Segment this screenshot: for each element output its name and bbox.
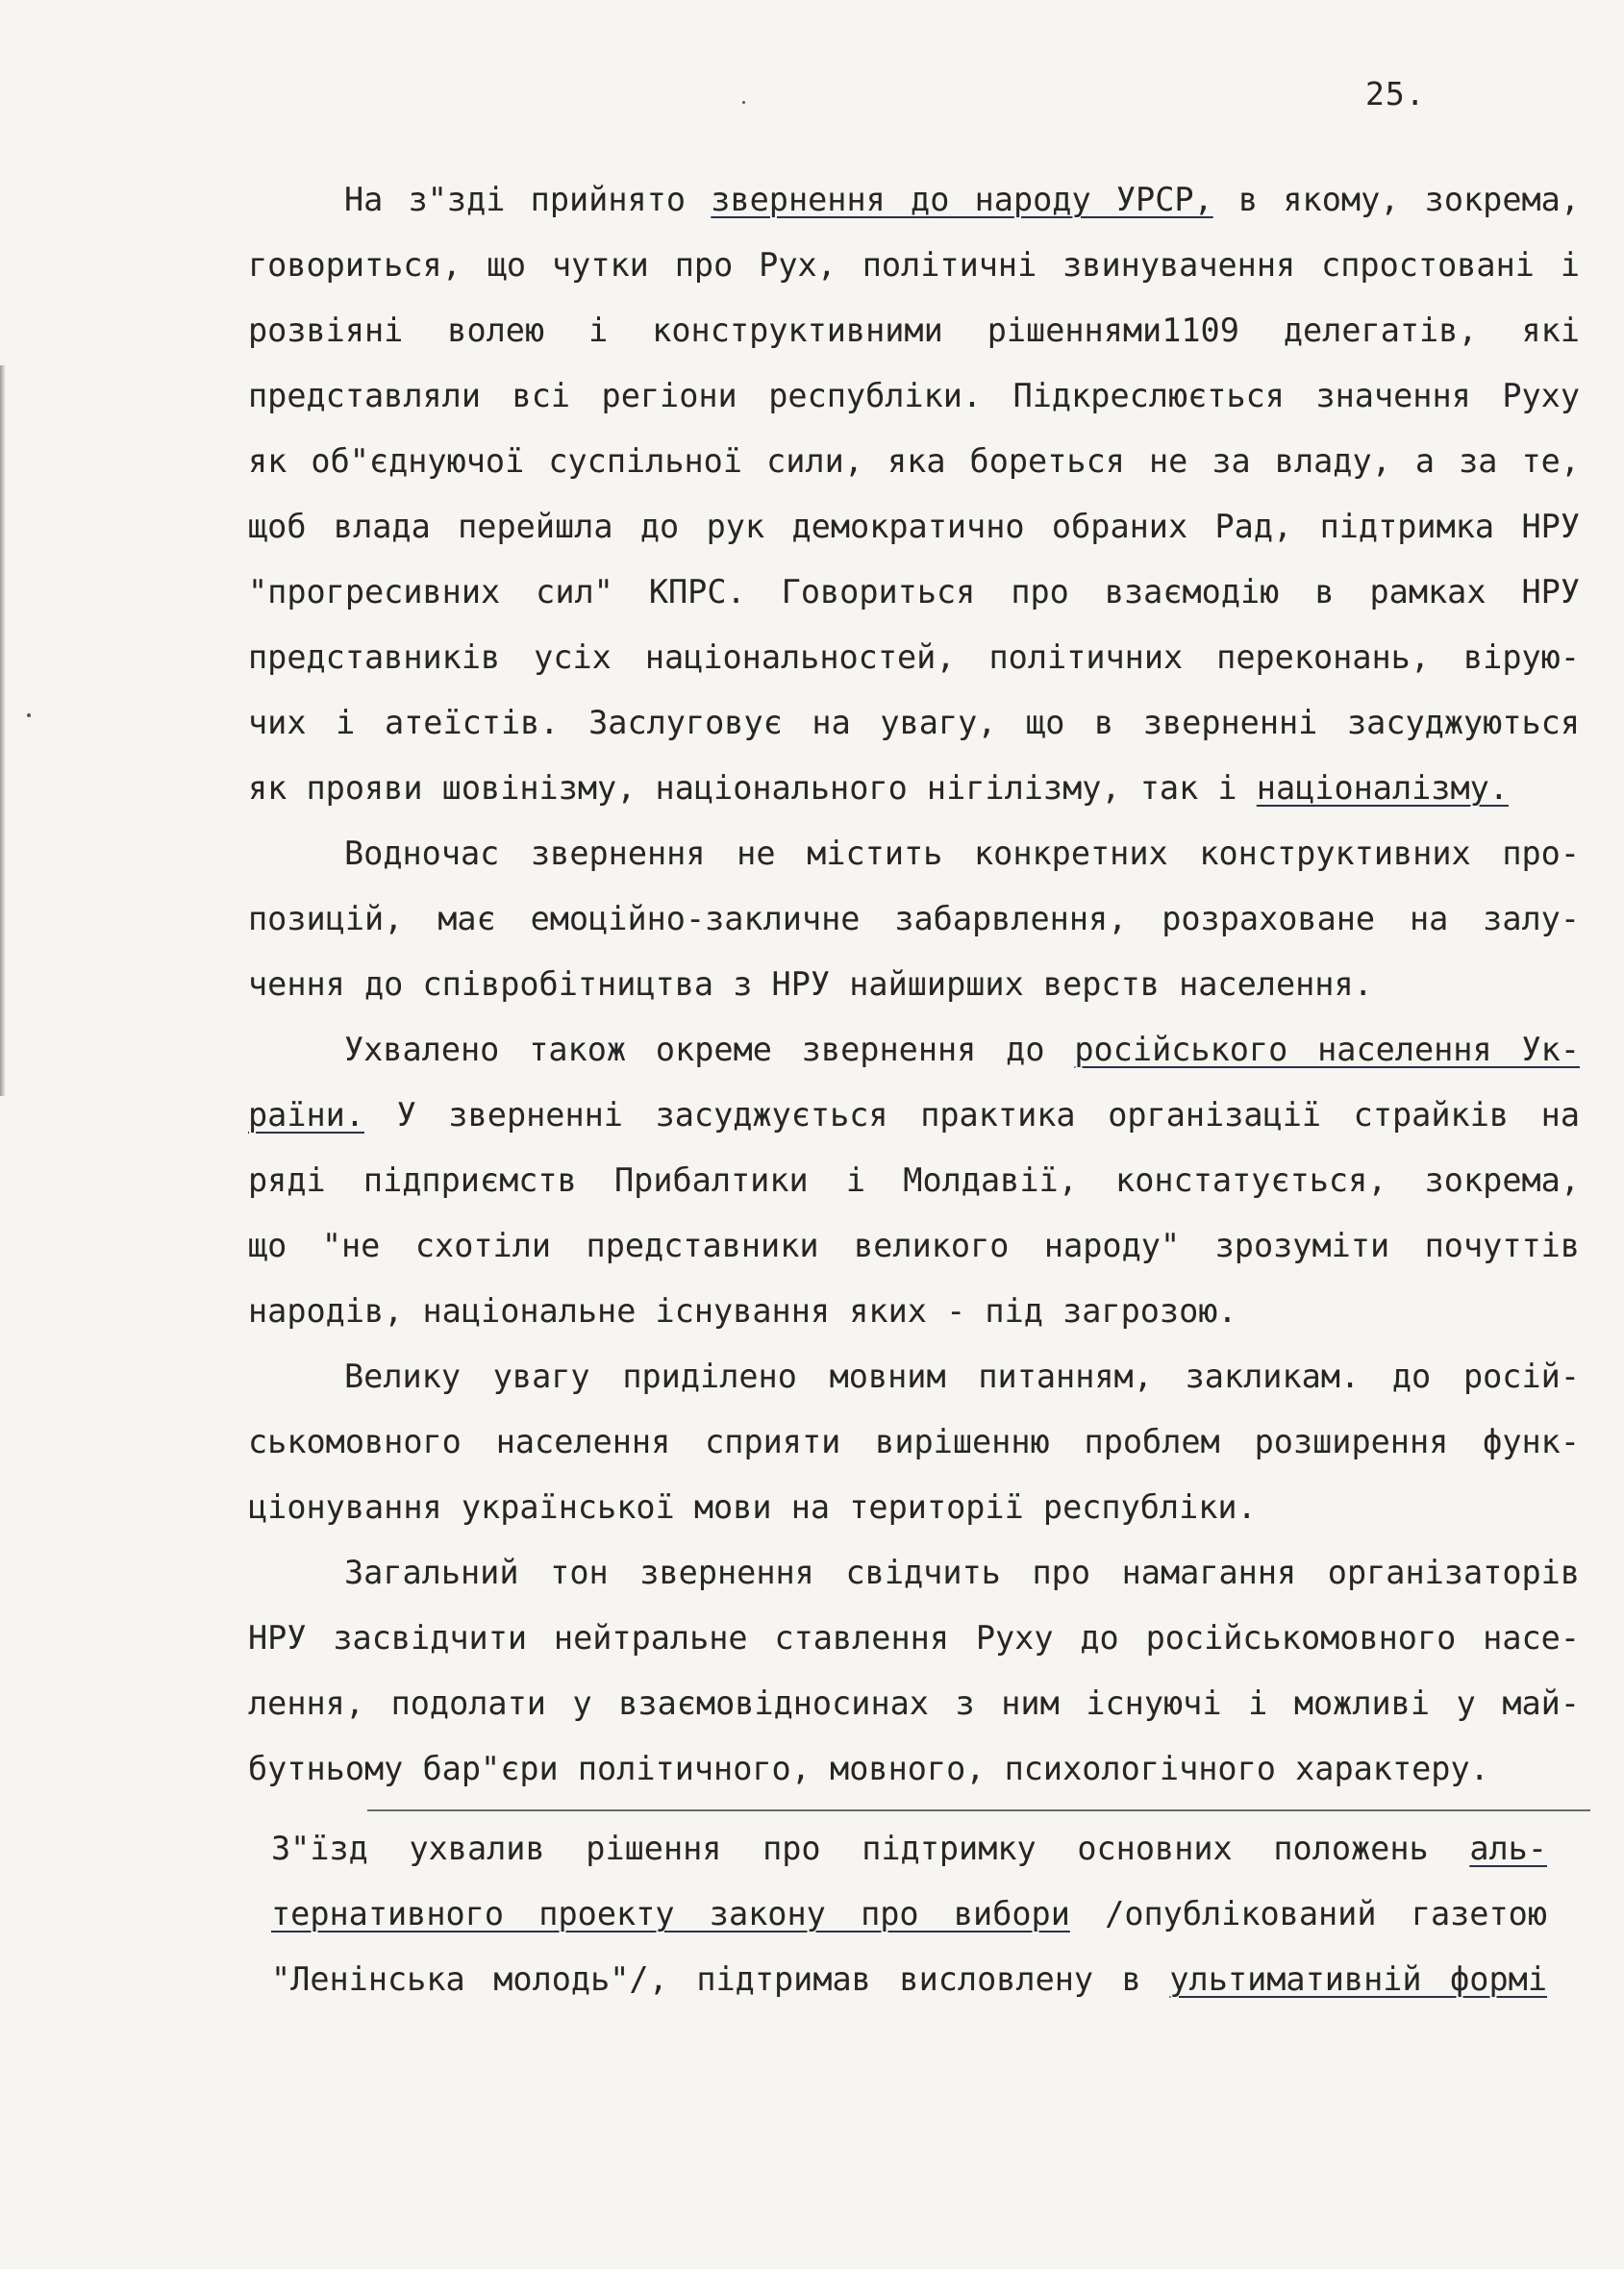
text-line [248, 363, 1580, 429]
line-text: як об"єднуючої суспільної сили, яка бореться не за владу, а за те, [248, 442, 1580, 480]
text-line [248, 690, 1580, 756]
line-text: ряді підприємств Прибалтики і Молдавії, констатується, зокрема, [248, 1161, 1580, 1199]
text-line [248, 1344, 1580, 1409]
text-line [248, 1083, 1580, 1148]
line-text: щоб влада перейшла до рук демократично обраних Рад, підтримка НРУ [248, 508, 1580, 545]
text-line [271, 1947, 1547, 2012]
text-line [248, 886, 1580, 952]
line-text: народів, національне існування яких - під загрозою. [248, 1292, 1237, 1330]
text-line [248, 1606, 1580, 1671]
body-text-block-continued [271, 1816, 1547, 2012]
line-text: На з"зді прийнято [344, 181, 712, 218]
line-text: лення, подолати у взаємовідносинах з ним існуючі і можливі у май- [248, 1684, 1580, 1722]
line-text: /опублікований газетою [1069, 1895, 1547, 1932]
underlined-text: тернативного проекту закону про вибори [271, 1895, 1070, 1932]
text-line [248, 821, 1580, 886]
text-line [248, 429, 1580, 494]
text-line [271, 1882, 1547, 1947]
text-line [248, 1736, 1580, 1802]
underlined-text: раїни. [248, 1096, 365, 1134]
line-text: як прояви шовінізму, національного нігілізму, так і [248, 769, 1257, 807]
text-line [248, 1148, 1580, 1213]
underlined-text: російського населення Ук- [1074, 1031, 1580, 1068]
line-text: чих і атеїстів. Заслуговує на увагу, що в зверненні засуджуються [248, 704, 1580, 741]
page-number: 25. [1365, 75, 1426, 112]
text-line [248, 1409, 1580, 1475]
text-line [248, 560, 1580, 625]
text-line [248, 1540, 1580, 1606]
horizontal-rule [367, 1809, 1590, 1811]
text-line [271, 1816, 1547, 1882]
text-line [248, 233, 1580, 298]
line-text: ськомовного населення сприяти вирішенню проблем розширення функ- [248, 1423, 1580, 1460]
line-text: У зверненні засуджується практика організації страйків на [364, 1096, 1580, 1134]
line-text: НРУ засвідчити нейтральне ставлення Руху до російськомовного насе- [248, 1619, 1580, 1657]
underlined-text: ультимативній формі [1169, 1960, 1547, 1998]
underlined-text: аль- [1469, 1830, 1547, 1867]
binding-shadow [0, 365, 6, 1096]
text-line [248, 1279, 1580, 1344]
line-text: Велику увагу приділено мовним питанням, закликам. до росій- [344, 1358, 1580, 1395]
text-line [248, 625, 1580, 690]
text-line [248, 952, 1580, 1017]
line-text: позицій, має емоційно-закличне забарвлення, розраховане на залу- [248, 900, 1580, 937]
line-text: ціонування української мови на території республіки. [248, 1488, 1257, 1526]
text-line [248, 1671, 1580, 1736]
line-text: представляли всі регіони республіки. Підкреслюється значення Руху [248, 377, 1580, 414]
line-text: представників усіх національностей, політичних переконань, вірую- [248, 638, 1580, 676]
text-line [248, 1475, 1580, 1540]
line-text: розвіяні волею і конструктивними рішеннями1109 делегатів, які [248, 312, 1580, 349]
text-line [248, 756, 1580, 821]
text-line [248, 298, 1580, 363]
line-text: Ухвалено також окреме звернення до [344, 1031, 1075, 1068]
underlined-text: звернення до народу УРСР, [711, 181, 1213, 218]
text-line [248, 1017, 1580, 1083]
line-text: говориться, що чутки про Рух, політичні звинувачення спростовані і [248, 246, 1580, 284]
line-text: що "не схотіли представники великого народу" зрозуміти почуттів [248, 1227, 1580, 1264]
text-line [248, 1213, 1580, 1279]
line-text: "прогресивних сил" КПРС. Говориться про взаємодію в рамках НРУ [248, 573, 1580, 611]
line-text: бутньому бар"єри політичного, мовного, психологічного характеру. [248, 1750, 1489, 1787]
text-line [248, 167, 1580, 233]
paper-speck [27, 713, 31, 717]
paper-speck [742, 101, 745, 104]
text-line [248, 494, 1580, 560]
line-text: "Ленінська молодь"/, підтримав висловлену в [271, 1960, 1170, 1998]
body-text-block [248, 167, 1580, 1802]
line-text: в якому, зокрема, [1212, 181, 1580, 218]
line-text: чення до співробітництва з НРУ найширших верств населення. [248, 965, 1373, 1003]
underlined-text: націоналізму. [1256, 769, 1509, 807]
line-text: Водночас звернення не містить конкретних конструктивних про- [344, 835, 1580, 872]
line-text: Загальний тон звернення свідчить про намагання організаторів [344, 1554, 1580, 1591]
line-text: З"їзд ухвалив рішення про підтримку основних положень [271, 1830, 1470, 1867]
